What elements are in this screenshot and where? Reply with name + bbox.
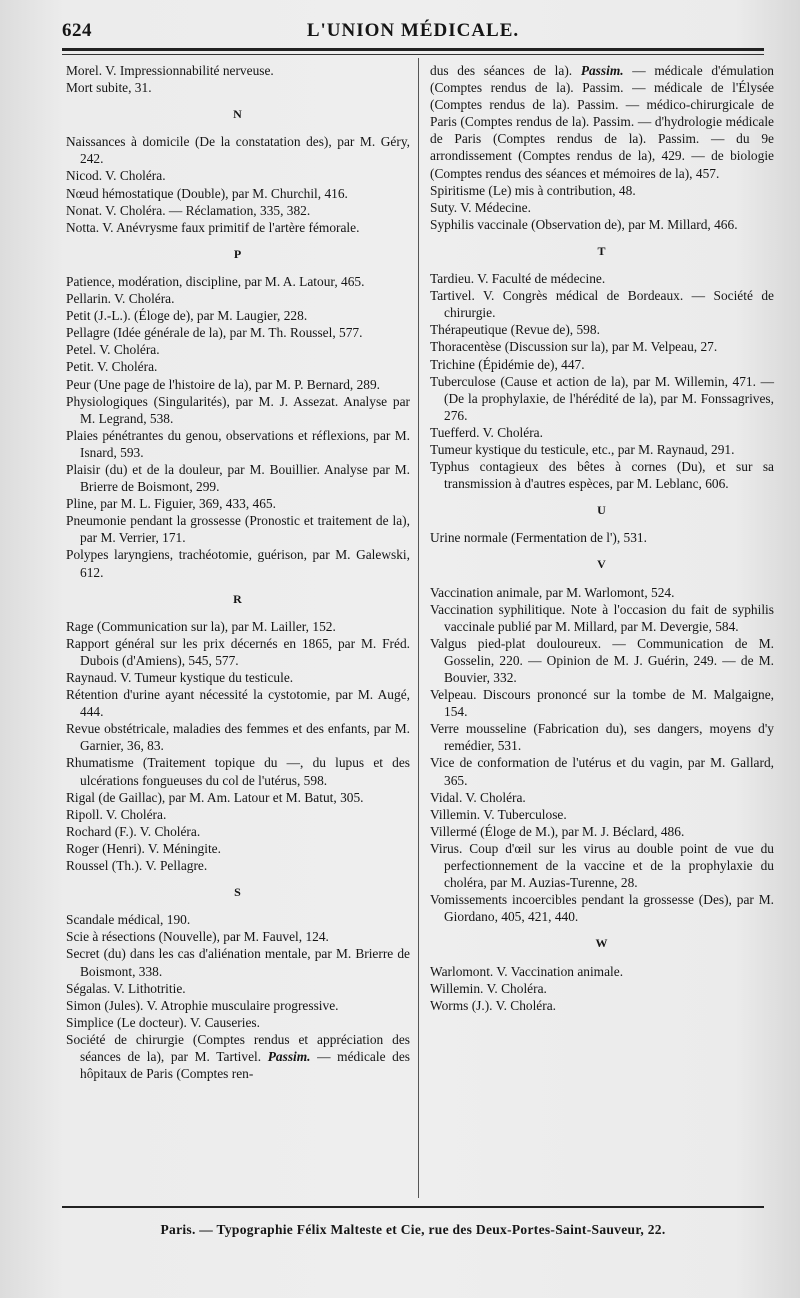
section-letter: U bbox=[597, 503, 607, 518]
index-entry: Syphilis vaccinale (Observation de), par M. Millard, 466. bbox=[430, 216, 738, 232]
index-entry: Simplice (Le docteur). V. Causeries. bbox=[66, 1014, 260, 1030]
index-entry: Warlomont. V. Vaccination animale. bbox=[430, 963, 624, 979]
index-entry: Virus. Coup d'œil sur les virus au double point de vue du perfectionnement de la vaccine et de la prophylaxie du choléra, par M. Auzias-Turenne, 28. bbox=[430, 840, 774, 891]
index-entry: Thoracentèse (Discussion sur la), par M. Velpeau, 27. bbox=[430, 339, 718, 355]
header-rule-thin bbox=[62, 54, 764, 55]
entry-text: Société de chirurgie (Comptes rendus et appréciation des séances de la), par M. Tartivel. bbox=[66, 1031, 410, 1064]
index-entry: Villemin. V. Tuberculose. bbox=[430, 806, 567, 822]
index-entry: Rhumatisme (Traitement topique du —, du lupus et des ulcérations fongueuses du col de l'utérus, 598. bbox=[66, 755, 410, 788]
index-entry: Secret (du) dans les cas d'aliénation mentale, par M. Brierre de Boismont, 338. bbox=[66, 946, 410, 979]
index-entry: Petit. V. Choléra. bbox=[66, 359, 158, 375]
right-column bbox=[430, 62, 774, 1014]
entry-text: — médicale des hôpitaux de Paris (Comptes ren- bbox=[80, 1048, 410, 1082]
index-entry: Worms (J.). V. Choléra. bbox=[430, 997, 556, 1013]
index-entry: Suty. V. Médecine. bbox=[430, 199, 531, 215]
index-entry: Villermé (Éloge de M.), par M. J. Béclard, 486. bbox=[430, 823, 685, 839]
entry-text: dus des séances de la). bbox=[430, 63, 581, 78]
index-entry: Vaccination syphilitique. Note à l'occasion du fait de syphilis vaccinale publié par M. Millard, par M. Devergie, 584. bbox=[430, 601, 774, 634]
index-entry: Vomissements incoercibles pendant la grossesse (Des), par M. Giordano, 405, 421, 440. bbox=[430, 892, 774, 925]
index-entry: Tumeur kystique du testicule, etc., par M. Raynaud, 291. bbox=[430, 441, 735, 457]
index-entry: Scie à résections (Nouvelle), par M. Fauvel, 124. bbox=[66, 929, 329, 945]
index-entry: Roussel (Th.). V. Pellagre. bbox=[66, 858, 208, 874]
index-entry: Rochard (F.). V. Choléra. bbox=[66, 823, 201, 839]
index-entry: Spiritisme (Le) mis à contribution, 48. bbox=[430, 182, 636, 198]
index-entry: Physiologiques (Singularités), par M. J. Assezat. Analyse par M. Legrand, 538. bbox=[66, 393, 410, 426]
index-entry: Raynaud. V. Tumeur kystique du testicule. bbox=[66, 670, 294, 685]
column-divider bbox=[418, 58, 419, 1198]
section-letter: S bbox=[234, 885, 242, 900]
index-entry: Nonat. V. Choléra. — Réclamation, 335, 382. bbox=[66, 202, 311, 218]
index-entry: Rigal (de Gaillac), par M. Am. Latour et M. Batut, 305. bbox=[66, 789, 364, 805]
index-entry: Willemin. V. Choléra. bbox=[430, 980, 547, 996]
index-entry: Roger (Henri). V. Méningite. bbox=[66, 840, 221, 856]
index-entry: Urine normale (Fermentation de l'), 531. bbox=[430, 530, 647, 546]
section-letter: P bbox=[233, 246, 243, 261]
index-entry: Trichine (Épidémie de), 447. bbox=[430, 356, 585, 372]
printer-imprint: Paris. — Typographie Félix Malteste et Cie, rue des Deux-Portes-Saint-Sauveur, 22. bbox=[160, 1222, 666, 1237]
index-entry: Thérapeutique (Revue de), 598. bbox=[430, 322, 600, 338]
index-entry: Pline, par M. L. Figuier, 369, 433, 465. bbox=[66, 496, 276, 512]
index-entry: Nœud hémostatique (Double), par M. Churchil, 416. bbox=[66, 185, 348, 201]
passim-mark: Passim. bbox=[580, 63, 624, 78]
index-entry: Tuefferd. V. Choléra. bbox=[430, 424, 543, 440]
index-entry: Ségalas. V. Lithotritie. bbox=[66, 980, 186, 996]
index-entry: Velpeau. Discours prononcé sur la tombe de M. Malgaigne, 154. bbox=[430, 687, 774, 720]
index-entry: Scandale médical, 190. bbox=[66, 912, 191, 928]
index-entry: Peur (Une page de l'histoire de la), par M. P. Bernard, 289. bbox=[66, 376, 381, 392]
index-entry: Pneumonie pendant la grossesse (Pronostic et traitement de la), par M. Verrier, 171. bbox=[66, 513, 410, 546]
index-entry: Simon (Jules). V. Atrophie musculaire progressive. bbox=[66, 997, 339, 1013]
index-entry: Notta. V. Anévrysme faux primitif de l'artère fémorale. bbox=[66, 219, 360, 235]
index-entry: Plaies pénétrantes du genou, observations et réflexions, par M. Isnard, 593. bbox=[66, 427, 410, 460]
index-entry: Naissances à domicile (De la constatation des), par M. Géry, 242. bbox=[66, 134, 410, 167]
index-entry: Tartivel. V. Congrès médical de Bordeaux. — Société de chirurgie. bbox=[430, 288, 774, 321]
index-entry: Patience, modération, discipline, par M. A. Latour, 465. bbox=[66, 273, 365, 289]
index-entry: Mort subite, 31. bbox=[66, 80, 152, 96]
index-entry: Revue obstétricale, maladies des femmes et des enfants, par M. Garnier, 36, 83. bbox=[66, 721, 410, 754]
section-letter: R bbox=[233, 591, 243, 606]
index-entry: Tardieu. V. Faculté de médecine. bbox=[430, 271, 606, 287]
index-entry bbox=[430, 62, 774, 182]
index-entry: Polypes laryngiens, trachéotomie, guérison, par M. Galewski, 612. bbox=[66, 547, 410, 580]
index-entry: Nicod. V. Choléra. bbox=[66, 168, 166, 184]
index-entry: Morel. V. Impressionnabilité nerveuse. bbox=[66, 63, 274, 78]
footer-rule bbox=[62, 1206, 764, 1208]
section-letter: T bbox=[597, 243, 607, 258]
left-column bbox=[66, 62, 410, 1082]
index-entry: Vidal. V. Choléra. bbox=[430, 789, 526, 805]
index-entry bbox=[66, 1031, 410, 1082]
index-entry: Verre mousseline (Fabrication du), ses dangers, moyens d'y remédier, 531. bbox=[430, 721, 774, 754]
index-entry: Vice de conformation de l'utérus et du vagin, par M. Gallard, 365. bbox=[430, 755, 774, 788]
index-entry: Pellarin. V. Choléra. bbox=[66, 291, 175, 307]
index-entry: Tuberculose (Cause et action de la), par M. Willemin, 471. — (De la prophylaxie, de l'hérédité de la), par M. Fonssagrives, 276. bbox=[430, 373, 774, 423]
index-entry: Ripoll. V. Choléra. bbox=[66, 806, 167, 822]
index-entry: Petel. V. Choléra. bbox=[66, 342, 160, 358]
index-entry: Petit (J.-L.). (Éloge de), par M. Laugier, 228. bbox=[66, 308, 308, 324]
index-entry: Rétention d'urine ayant nécessité la cystotomie, par M. Augé, 444. bbox=[66, 687, 410, 720]
index-entry: Plaisir (du) et de la douleur, par M. Bouillier. Analyse par M. Brierre de Boismont, 299. bbox=[66, 461, 410, 495]
passim-mark: Passim. bbox=[267, 1048, 311, 1064]
header-rule-thick bbox=[62, 48, 764, 51]
section-letter: W bbox=[595, 936, 609, 951]
page-header bbox=[62, 14, 764, 50]
index-entry: Valgus pied-plat douloureux. — Communication de M. Gosselin, 220. — Opinion de M. J. Guérin, 249. — de M. Bouvier, 332. bbox=[430, 635, 774, 685]
entry-text: — médicale d'émulation (Comptes rendus de la). Passim. — médicale de l'Élysée (Comptes rendus de la). Passim. — médico-chirurgicale de Paris (Comptes rendus de la). Passim. — d'hydrologie médicale de Paris (Comptes rendus de la). Passim. — du 9e arrondissement (Comptes rendus de la), 429. — de biologie (Comptes rendus des séances et mémoires de la), 457. bbox=[430, 63, 774, 181]
section-letter: V bbox=[597, 557, 607, 572]
index-entry: Typhus contagieux des bêtes à cornes (Du), et sur sa transmission à d'autres espèces, par M. Leblanc, 606. bbox=[430, 459, 774, 492]
index-entry: Rage (Communication sur la), par M. Lailler, 152. bbox=[66, 618, 336, 634]
page-number: 624 bbox=[62, 20, 92, 41]
index-entry: Vaccination animale, par M. Warlomont, 524. bbox=[430, 584, 675, 600]
running-title: L'UNION MÉDICALE. bbox=[306, 20, 520, 41]
index-entry: Pellagre (Idée générale de la), par M. Th. Roussel, 577. bbox=[66, 325, 363, 341]
index-entry: Rapport général sur les prix décernés en 1865, par M. Fréd. Dubois (d'Amiens), 545, 577. bbox=[66, 635, 410, 668]
section-letter: N bbox=[233, 107, 243, 122]
